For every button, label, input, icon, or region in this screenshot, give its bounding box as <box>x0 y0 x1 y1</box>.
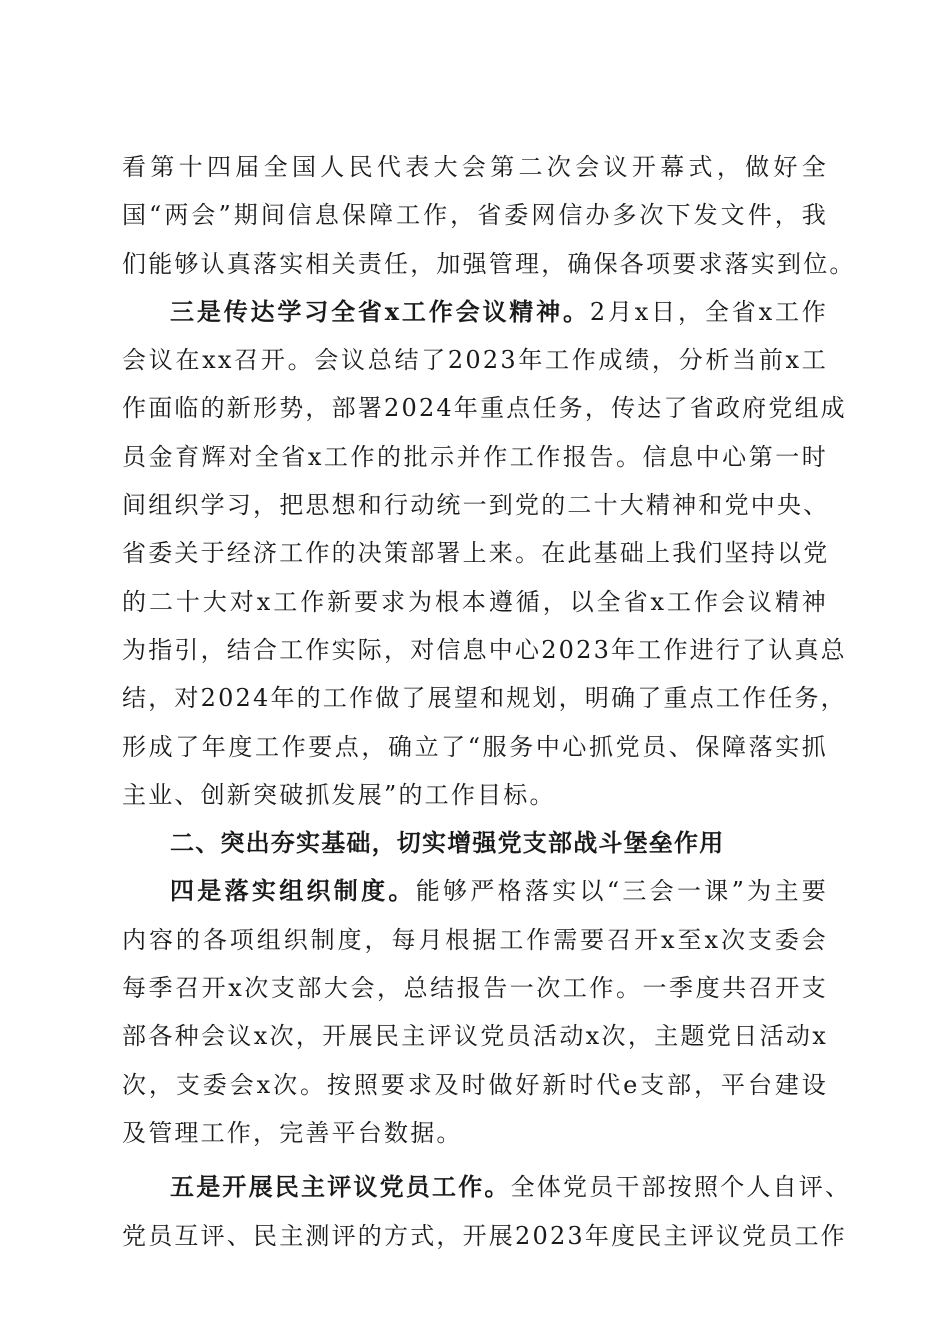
paragraph-lead: 五是开展民主评议党员工作。 <box>170 1172 511 1202</box>
text-line: 党员互评、民主测评的方式，开展2023年度民主评议党员工作 <box>122 1221 847 1250</box>
paragraph-lead: 三是传达学习全省x工作会议精神。 <box>170 296 590 326</box>
text-line: 次，支委会x次。按照要求及时做好新时代e支部，平台建设 <box>122 1070 828 1099</box>
text-line: 主业、创新突破抓发展”的工作目标。 <box>122 780 556 809</box>
paragraph-lead-rest: 能够严格落实以“三会一课”为主要 <box>415 877 828 906</box>
text-line: 及管理工作，完善平台数据。 <box>122 1118 463 1147</box>
text-line <box>122 867 828 915</box>
paragraph-2 <box>122 288 847 819</box>
paragraph-4 <box>122 1163 852 1260</box>
paragraph-lead-rest: 2月x日，全省x工作 <box>589 297 828 326</box>
text-line: 结，对2024年的工作做了展望和规划，明确了重点工作任务， <box>122 684 847 713</box>
text-line: 的二十大对x工作新要求为根本遵循，以全省x工作会议精神 <box>122 587 828 616</box>
text-line: 间组织学习，把思想和行动统一到党的二十大精神和党中央、 <box>122 491 830 520</box>
text-line <box>122 288 828 336</box>
text-line: 部各种会议x次，开展民主评议党员活动x次，主题党日活动x <box>122 1022 828 1051</box>
text-line: 国“两会”期间信息保障工作，省委网信办多次下发文件，我 <box>122 201 828 230</box>
paragraph-1 <box>122 143 856 288</box>
section-heading: 二、突出夯实基础，切实增强党支部战斗堡垒作用 <box>170 829 725 858</box>
text-line: 内容的各项组织制度，每月根据工作需要召开x至x次支委会 <box>122 925 828 954</box>
text-line <box>122 1163 852 1211</box>
text-line: 员金育辉对全省x工作的批示并作工作报告。信息中心第一时 <box>122 442 828 471</box>
text-line: 每季召开x次支部大会，总结报告一次工作。一季度共召开支 <box>122 974 828 1003</box>
text-line: 看第十四届全国人民代表大会第二次会议开幕式，做好全 <box>122 153 828 181</box>
text-line: 省委关于经济工作的决策部署上来。在此基础上我们坚持以党 <box>122 539 830 568</box>
paragraph-lead: 四是落实组织制度。 <box>170 876 416 906</box>
text-line: 为指引，结合工作实际，对信息中心2023年工作进行了认真总 <box>122 635 847 664</box>
text-line: 们能够认真落实相关责任，加强管理，确保各项要求落实到位。 <box>122 249 856 278</box>
text-line: 会议在xx召开。会议总结了2023年工作成绩，分析当前x工 <box>122 346 828 375</box>
paragraph-3 <box>122 867 828 1157</box>
text-line: 形成了年度工作要点，确立了“服务中心抓党员、保障落实抓 <box>122 732 828 761</box>
document-body <box>122 143 856 1260</box>
text-line: 作面临的新形势，部署2024年重点任务，传达了省政府党组成 <box>122 394 847 423</box>
paragraph-lead-rest: 全体党员干部按照个人自评、 <box>510 1173 852 1202</box>
